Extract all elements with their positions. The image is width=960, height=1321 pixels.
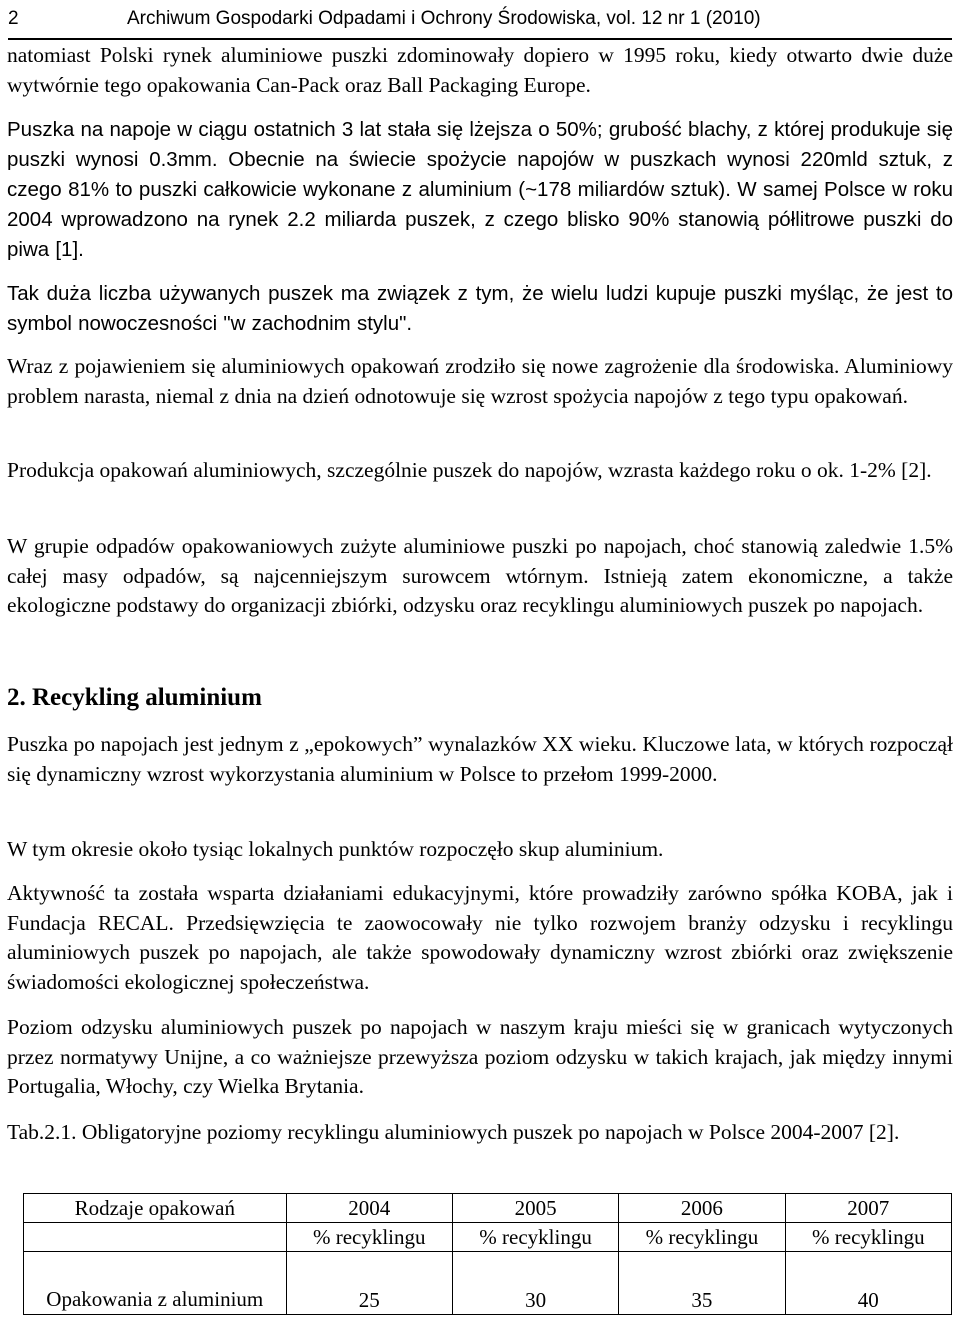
year-header: 2004 xyxy=(286,1194,452,1223)
recycling-value: 25 xyxy=(286,1252,452,1315)
year-header: 2005 xyxy=(452,1194,618,1223)
paragraph-modernity-symbol: Tak duża liczba używanych puszek ma związek z tym, że wielu ludzi kupuje puszki myśląc, że jest to symbol nowoczesności "w zachodnim stylu". xyxy=(7,282,953,335)
table-unit-row xyxy=(24,1223,952,1252)
recycling-value: 30 xyxy=(452,1252,618,1315)
paragraph-can-weight: Puszka na napoje w ciągu ostatnich 3 lat stała się lżejsza o 50%; grubość blachy, z której produkuje się puszki wynosi 0.3mm. Obecnie na świecie spożycie napojów w puszkach wynosi 220mld sztuk, z czego 81% to puszki całkowicie wykonane z aluminium (~178 miliardów sztuk). W samej Polsce w roku 2004 wprowadzono na rynek 2.2 miliarda puszek, z czego blisko 90% stanowią półlitrowe puszki do piwa [1]. xyxy=(7,118,953,261)
paragraph-packaging-waste: W grupie odpadów opakowaniowych zużyte aluminiowe puszki po napojach, choć stanowią zaledwie 1.5% całej masy odpadów, są najcenniejszym surowcem wtórnym. Istnieją zatem ekonomiczne, a także ekologiczne podstawy do organizacji zbiórki, odzysku oraz recyklingu aluminiowych puszek po napojach. xyxy=(7,534,953,617)
unit-label: % recyklingu xyxy=(286,1223,452,1252)
recycling-value: 35 xyxy=(619,1252,785,1315)
packaging-type-header: Rodzaje opakowań xyxy=(24,1194,287,1223)
paragraph-collection-points: W tym okresie około tysiąc lokalnych punktów rozpoczęło skup aluminium. xyxy=(7,837,664,861)
running-header xyxy=(8,4,952,40)
unit-label: % recyklingu xyxy=(785,1223,951,1252)
paragraph-education-activity: Aktywność ta została wsparta działaniami edukacyjnymi, które prowadziły zarówno spółka KOBA, jak i Fundacja RECAL. Przedsięwzięcia te zaowocowały nie tylko rozwojem branży odzysku i recyklingu aluminiowych puszek po napojach, ale także spowodowały dynamiczny wzrost zbiórki oraz zwiększenie świadomości ekologicznej społeczeństwa. xyxy=(7,881,953,994)
year-header: 2006 xyxy=(619,1194,785,1223)
page-number: 2 xyxy=(8,8,19,29)
recycling-levels-table xyxy=(23,1193,952,1315)
row-label: Opakowania z aluminium xyxy=(24,1252,287,1315)
paragraph-epochal-invention: Puszka po napojach jest jednym z „epokowych” wynalazków XX wieku. Kluczowe lata, w których rozpoczął się dynamiczny wzrost wykorzystania aluminium w Polsce to przełom 1999-2000. xyxy=(7,732,953,786)
journal-title: Archiwum Gospodarki Odpadami i Ochrony Środowiska, vol. 12 nr 1 (2010) xyxy=(127,8,761,29)
unit-label: % recyklingu xyxy=(619,1223,785,1252)
paragraph-market-intro: natomiast Polski rynek aluminiowe puszki zdominowały dopiero w 1995 roku, kiedy otwarto dwie duże wytwórnie tego opakowania Can-Pack oraz Ball Packaging Europe. xyxy=(7,43,953,97)
paragraph-production-growth: Produkcja opakowań aluminiowych, szczególnie puszek do napojów, wzrasta każdego roku o ok. 1-2% [2]. xyxy=(7,458,932,482)
table-header-row xyxy=(24,1194,952,1223)
section-heading: 2. Recykling aluminium xyxy=(7,684,262,711)
paragraph-recovery-level: Poziom odzysku aluminiowych puszek po napojach w naszym kraju mieści się w granicach wytyczonych przez normatywy Unijne, a co ważniejsze przewyższa poziom odzysku w takich krajach, jak między innymi Portugalia, Włochy, czy Wielka Brytania. xyxy=(7,1015,953,1098)
empty-cell xyxy=(24,1223,287,1252)
table-row xyxy=(24,1252,952,1315)
paragraph-environmental-threat: Wraz z pojawieniem się aluminiowych opakowań zrodziło się nowe zagrożenie dla środowiska. Aluminiowy problem narasta, niemal z dnia na dzień odnotowuje się wzrost spożycia napojów z tego typu opakowań. xyxy=(7,354,953,408)
recycling-value: 40 xyxy=(785,1252,951,1315)
unit-label: % recyklingu xyxy=(452,1223,618,1252)
table-caption: Tab.2.1. Obligatoryjne poziomy recyklingu aluminiowych puszek po napojach w Polsce 2004-2007 [2]. xyxy=(7,1120,900,1144)
year-header: 2007 xyxy=(785,1194,951,1223)
